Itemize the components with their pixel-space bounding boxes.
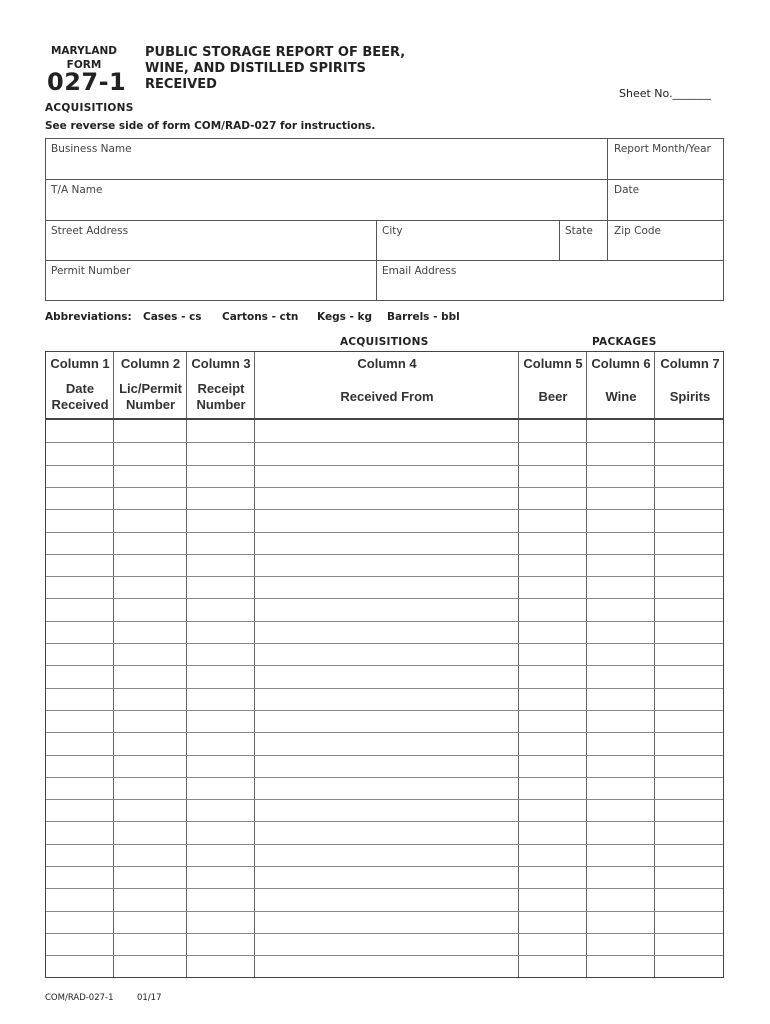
state-label: MARYLAND (50, 45, 117, 57)
table-row-line (46, 509, 723, 510)
ta-name-field[interactable] (45, 179, 608, 221)
table-row-line (46, 688, 723, 689)
title-line-2: WINE, AND DISTILLED SPIRITS (145, 61, 366, 76)
column-6-number: Column 6 (591, 356, 651, 371)
abbr-barrels: Barrels - bbl (387, 311, 460, 323)
column-1-title-line-1: Date (65, 381, 95, 396)
abbr-cartons: Cartons - ctn (222, 311, 299, 323)
column-2-title-line-1: Lic/Permit (119, 381, 182, 396)
state-label-field: State (565, 225, 593, 237)
table-row-line (46, 532, 723, 533)
table-row-line (46, 554, 723, 555)
report-month-year-label: Report Month/Year (614, 143, 711, 155)
table-row-line (46, 844, 723, 845)
table-row-line (46, 955, 723, 956)
table-row-line (46, 777, 723, 778)
footer-form-code: COM/RAD-027-1 (45, 993, 114, 1003)
abbr-kegs: Kegs - kg (317, 311, 373, 323)
column-5-number: Column 5 (523, 356, 583, 371)
table-row-line (46, 911, 723, 912)
table-row-line (46, 465, 723, 466)
permit-number-label: Permit Number (51, 265, 131, 277)
zip-code-label: Zip Code (614, 225, 661, 237)
table-row-line (46, 710, 723, 711)
business-name-field[interactable] (45, 138, 608, 180)
section-heading: ACQUISITIONS (45, 102, 134, 114)
column-2-title-line-2: Number (125, 397, 176, 412)
table-row-line (46, 621, 723, 622)
table-row-line (46, 732, 723, 733)
date-label: Date (614, 184, 640, 196)
footer-revision-date: 01/17 (137, 993, 162, 1003)
column-1-number: Column 1 (50, 356, 110, 371)
column-7-number: Column 7 (660, 356, 720, 371)
table-row-line (46, 665, 723, 666)
column-2-number: Column 2 (120, 356, 181, 371)
email-address-label: Email Address (382, 265, 457, 277)
acquisitions-table (45, 351, 724, 978)
city-label: City (382, 225, 403, 237)
column-1-title (46, 381, 114, 413)
street-address-field[interactable] (45, 220, 377, 261)
report-month-year-field[interactable] (607, 138, 724, 180)
table-row-line (46, 799, 723, 800)
title-line-1: PUBLIC STORAGE REPORT OF BEER, (145, 45, 406, 60)
column-3-title (187, 381, 255, 413)
business-name-label: Business Name (51, 143, 132, 155)
city-field[interactable] (376, 220, 560, 261)
column-6-title: Wine (605, 389, 637, 404)
street-address-label: Street Address (51, 225, 129, 237)
table-row-line (46, 755, 723, 756)
column-5-title: Beer (538, 389, 568, 404)
packages-group-label: PACKAGES (592, 336, 657, 348)
permit-number-field[interactable] (45, 260, 377, 301)
state-field[interactable] (559, 220, 608, 261)
acquisitions-group-label: ACQUISITIONS (340, 336, 429, 348)
form-title (145, 45, 425, 93)
abbreviations-label: Abbreviations: (45, 311, 132, 323)
zip-code-field[interactable] (607, 220, 724, 261)
table-row-line (46, 821, 723, 822)
table-row-line (46, 442, 723, 443)
table-row-line (46, 933, 723, 934)
instructions-text: See reverse side of form COM/RAD-027 for instructions. (45, 120, 376, 132)
column-1-title-line-2: Received (51, 397, 109, 412)
header-divider (46, 418, 723, 420)
form-number: 027-1 (47, 68, 127, 96)
table-row-line (46, 888, 723, 889)
table-row-line (46, 487, 723, 488)
column-4-title: Received From (340, 389, 434, 404)
column-3-title-line-2: Number (196, 397, 246, 412)
table-row-line (46, 643, 723, 644)
form-word-label: FORM (66, 59, 102, 71)
table-row-line (46, 866, 723, 867)
date-field[interactable] (607, 179, 724, 221)
email-address-field[interactable] (376, 260, 724, 301)
table-row-line (46, 598, 723, 599)
column-3-number: Column 3 (191, 356, 251, 371)
title-line-3: RECEIVED (145, 77, 217, 92)
sheet-number-field[interactable]: Sheet No._______ (619, 87, 712, 100)
table-row-line (46, 576, 723, 577)
column-3-title-line-1: Receipt (197, 381, 245, 396)
abbr-cases: Cases - cs (143, 311, 202, 323)
column-4-number: Column 4 (357, 356, 417, 371)
ta-name-label: T/A Name (51, 184, 103, 196)
column-2-title (114, 381, 187, 413)
column-7-title: Spirits (669, 389, 711, 404)
